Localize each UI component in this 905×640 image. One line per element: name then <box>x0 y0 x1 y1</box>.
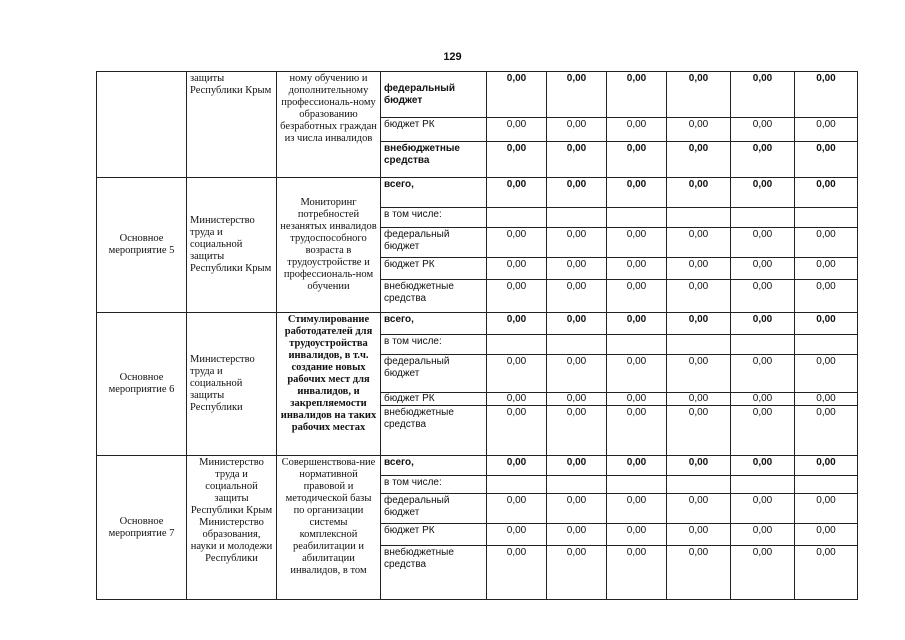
value-cell: 0,00 <box>667 494 731 524</box>
value-cell: 0,00 <box>607 355 667 393</box>
funding-table <box>96 71 858 600</box>
value-cell: 0,00 <box>667 524 731 546</box>
value-cell: 0,00 <box>667 258 731 280</box>
value-cell: 0,00 <box>731 406 795 456</box>
description-cell: Совершенствова-ние нормативной правовой и методической базы по организации системы комплексной реабилитации и абилитации инвалидов, в том <box>277 456 381 600</box>
value-cell: 0,00 <box>731 118 795 142</box>
page-number: 129 <box>443 51 462 63</box>
value-cell: 0,00 <box>795 280 858 313</box>
executor-cell: Министерство труда и социальной защиты Республики Крым <box>187 178 277 313</box>
value-cell: 0,00 <box>607 524 667 546</box>
value-cell: 0,00 <box>607 494 667 524</box>
funding-total-label: всего, <box>381 178 487 208</box>
funding-source-federal: федеральный бюджет <box>381 494 487 524</box>
value-cell: 0,00 <box>547 393 607 406</box>
value-cell: 0,00 <box>487 313 547 335</box>
funding-source-offbudget: внебюджетные средства <box>381 406 487 456</box>
funding-source-offbudget: внебюджетные средства <box>381 142 487 178</box>
event-cell: Основное мероприятие 7 <box>97 456 187 600</box>
value-cell: 0,00 <box>547 258 607 280</box>
table-row <box>97 456 858 476</box>
value-cell: 0,00 <box>607 228 667 258</box>
value-cell: 0,00 <box>667 178 731 208</box>
value-cell: 0,00 <box>547 494 607 524</box>
value-cell: 0,00 <box>667 393 731 406</box>
value-cell: 0,00 <box>795 524 858 546</box>
value-cell: 0,00 <box>667 546 731 600</box>
value-cell: 0,00 <box>795 72 858 118</box>
description-cell: ному обучению и дополнительному профессиональ-ному образованию безработных граждан из числа инвалидов <box>277 72 381 178</box>
value-cell: 0,00 <box>667 280 731 313</box>
funding-source-rk: бюджет РК <box>381 118 487 142</box>
value-cell: 0,00 <box>607 313 667 335</box>
value-cell: 0,00 <box>731 258 795 280</box>
value-cell: 0,00 <box>795 393 858 406</box>
value-cell: 0,00 <box>731 178 795 208</box>
value-cell: 0,00 <box>487 280 547 313</box>
value-cell: 0,00 <box>667 72 731 118</box>
funding-total-label: всего, <box>381 456 487 476</box>
funding-source-federal: федеральный бюджет <box>381 355 487 393</box>
value-cell: 0,00 <box>607 546 667 600</box>
description-cell: Стимулирование работодателей для трудоустройства инвалидов, в т.ч. создание новых рабочих мест для инвалидов, и закрепляемости инвалидов на таких рабочих местах <box>277 313 381 456</box>
value-cell: 0,00 <box>607 178 667 208</box>
funding-source-offbudget: внебюджетные средства <box>381 546 487 600</box>
value-cell: 0,00 <box>667 355 731 393</box>
executor-cell: Министерство труда и социальной защиты Республики Крым Министерство образования, науки и молодежи Республики <box>187 456 277 600</box>
executor-cell: защиты Республики Крым <box>187 72 277 178</box>
value-cell: 0,00 <box>487 406 547 456</box>
value-cell: 0,00 <box>731 546 795 600</box>
value-cell: 0,00 <box>487 72 547 118</box>
value-cell: 0,00 <box>667 313 731 335</box>
funding-source-offbudget: внебюджетные средства <box>381 280 487 313</box>
value-cell: 0,00 <box>547 524 607 546</box>
value-cell: 0,00 <box>731 355 795 393</box>
value-cell: 0,00 <box>607 280 667 313</box>
value-cell: 0,00 <box>731 280 795 313</box>
value-cell: 0,00 <box>731 494 795 524</box>
funding-source-rk: бюджет РК <box>381 258 487 280</box>
funding-including-label: в том числе: <box>381 208 487 228</box>
value-cell: 0,00 <box>731 313 795 335</box>
table-row <box>97 178 858 208</box>
value-cell: 0,00 <box>487 355 547 393</box>
value-cell: 0,00 <box>487 178 547 208</box>
value-cell: 0,00 <box>731 456 795 476</box>
value-cell: 0,00 <box>795 228 858 258</box>
value-cell: 0,00 <box>731 142 795 178</box>
value-cell: 0,00 <box>547 228 607 258</box>
value-cell: 0,00 <box>731 228 795 258</box>
funding-including-label: в том числе: <box>381 476 487 494</box>
value-cell: 0,00 <box>487 118 547 142</box>
event-cell: Основное мероприятие 6 <box>97 313 187 456</box>
funding-source-federal: федеральный бюджет <box>381 72 487 118</box>
value-cell: 0,00 <box>547 118 607 142</box>
value-cell: 0,00 <box>487 456 547 476</box>
value-cell: 0,00 <box>795 313 858 335</box>
value-cell: 0,00 <box>607 142 667 178</box>
value-cell: 0,00 <box>795 142 858 178</box>
value-cell: 0,00 <box>795 258 858 280</box>
value-cell: 0,00 <box>607 258 667 280</box>
funding-including-label: в том числе: <box>381 335 487 355</box>
value-cell: 0,00 <box>487 228 547 258</box>
funding-total-label: всего, <box>381 313 487 335</box>
value-cell: 0,00 <box>547 142 607 178</box>
value-cell: 0,00 <box>607 118 667 142</box>
funding-source-rk: бюджет РК <box>381 524 487 546</box>
value-cell: 0,00 <box>607 456 667 476</box>
value-cell: 0,00 <box>667 406 731 456</box>
value-cell: 0,00 <box>667 228 731 258</box>
value-cell: 0,00 <box>731 72 795 118</box>
value-cell: 0,00 <box>547 72 607 118</box>
table-row <box>97 72 858 118</box>
value-cell: 0,00 <box>487 142 547 178</box>
value-cell: 0,00 <box>547 280 607 313</box>
value-cell: 0,00 <box>795 406 858 456</box>
value-cell: 0,00 <box>547 546 607 600</box>
event-cell: Основное мероприятие 5 <box>97 178 187 313</box>
value-cell: 0,00 <box>731 393 795 406</box>
value-cell: 0,00 <box>607 393 667 406</box>
value-cell: 0,00 <box>547 313 607 335</box>
value-cell: 0,00 <box>731 524 795 546</box>
value-cell: 0,00 <box>487 393 547 406</box>
value-cell: 0,00 <box>547 178 607 208</box>
value-cell: 0,00 <box>795 456 858 476</box>
value-cell: 0,00 <box>667 142 731 178</box>
value-cell: 0,00 <box>795 178 858 208</box>
value-cell: 0,00 <box>667 118 731 142</box>
value-cell: 0,00 <box>487 494 547 524</box>
value-cell: 0,00 <box>547 456 607 476</box>
executor-cell: Министерство труда и социальной защиты Республики <box>187 313 277 456</box>
value-cell: 0,00 <box>795 546 858 600</box>
value-cell: 0,00 <box>487 546 547 600</box>
value-cell: 0,00 <box>547 355 607 393</box>
table-row <box>97 313 858 335</box>
funding-source-federal: федеральный бюджет <box>381 228 487 258</box>
value-cell: 0,00 <box>487 524 547 546</box>
event-cell <box>97 72 187 178</box>
value-cell: 0,00 <box>607 72 667 118</box>
value-cell: 0,00 <box>795 494 858 524</box>
description-cell: Мониторинг потребностей незанятых инвалидов трудоспособного возраста в трудоустройстве и профессиональ-ном обучении <box>277 178 381 313</box>
value-cell: 0,00 <box>487 258 547 280</box>
value-cell: 0,00 <box>607 406 667 456</box>
value-cell: 0,00 <box>547 406 607 456</box>
funding-source-rk: бюджет РК <box>381 393 487 406</box>
value-cell: 0,00 <box>795 118 858 142</box>
value-cell: 0,00 <box>667 456 731 476</box>
value-cell: 0,00 <box>795 355 858 393</box>
